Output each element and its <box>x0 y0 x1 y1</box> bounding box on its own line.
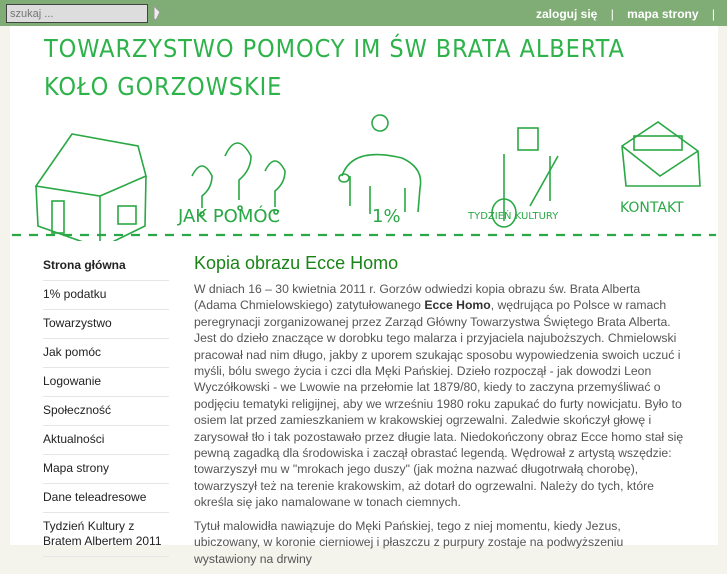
nav-tydzien-kultury[interactable]: Tydzień Kultury z Bratem Albertem 2011 <box>43 513 169 557</box>
logo-title-line2[interactable]: KOŁO GORZOWSKIE <box>44 72 283 101</box>
nav-towarzystwo[interactable]: Towarzystwo <box>43 310 169 339</box>
one-percent-label[interactable]: 1% <box>372 206 401 227</box>
separator: | <box>610 7 614 21</box>
jak-pomoc-label[interactable]: JAK POMÓC <box>178 206 281 227</box>
login-link[interactable]: zaloguj się <box>536 7 598 21</box>
top-bar <box>0 0 727 26</box>
home-icon[interactable] <box>36 134 146 241</box>
nav-strona-glowna[interactable]: Strona główna <box>43 252 169 281</box>
article-paragraph: W dniach 16 – 30 kwietnia 2011 r. Gorzów odwiedzi kopia obrazu św. Brata Alberta (Adama Chmielowskiego) zatytułowanego Ecce Homo, wędrująca po Polsce w ramach peregrynacji zorganizowanej przez Zarząd Główny Towarzystwa Świętego Brata Alberta. Jest do dzieło znaczące w dorobku tego malarza i przyjaciela najuboższych. Chmielowski pracował nad nim długo, jakby z uporem szukając sposobu wypowiedzenia swoich uczuć i myśli, bólu swego życia i czci dla Męki Pańskiej. Dzieło rozpoczął - jak dowodzi Leon Wyczółkowski - we Lwowie na przełomie lat 1879/80, kiedy to zaczyna przemyśliwać o podjęciu tematyki religijnej, aby we wrześniu 1980 roku zapukać do furty nowicjatu. Było to osiem lat przed zamieszkaniem w krakowskiej ogrzewalni. Zaledwie skończył głowę i zarysował tło i tak pozostawało przez długie lata. Niedokończony obraz Ecce homo stał się pewną zagadką dla środowiska i zaczął obrastać legendą. Wędrował z artystą wszędzie: towarzyszył mu w "mrokach jego duszy" (jak można nazwać długotrwałą chorobę), towarzyszył też na terenie krakowskim, aż dotarł do ogrzewalni. Należy do tych, które określa się jako namalowane w tonach ciemnych. <box>194 282 684 510</box>
envelope-icon[interactable] <box>622 122 700 186</box>
sitemap-link[interactable]: mapa strony <box>627 7 699 21</box>
article-title: Kopia obrazu Ecce Homo <box>194 253 399 273</box>
header-banner <box>10 26 718 241</box>
page <box>10 26 718 566</box>
article <box>194 252 686 574</box>
nav-spolecznosc[interactable]: Społeczność <box>43 397 169 426</box>
nav-dane-teleadresowe[interactable]: Dane teleadresowe <box>43 484 169 513</box>
nav-aktualnosci[interactable]: Aktualności <box>43 426 169 455</box>
article-paragraph: Tytuł malowidła nawiązuje do Męki Pańskiej, tego z niej momentu, kiedy Jezus, ubiczowany, w koronie cierniowej i płaszczu z purpury zostaje na podwyższeniu wystawiony na drwiny <box>194 518 624 566</box>
search-submit-arrow-icon[interactable] <box>152 5 162 21</box>
piggy-bank-icon[interactable] <box>339 115 421 214</box>
sidebar-nav <box>43 252 169 557</box>
logo-title-line1[interactable]: TOWARZYSTWO POMOCY IM ŚW BRATA ALBERTA <box>44 34 625 63</box>
separator: | <box>711 7 715 21</box>
nav-logowanie[interactable]: Logowanie <box>43 368 169 397</box>
tydzien-kultury-label[interactable]: TYDZIEŃ KULTURY <box>468 211 559 222</box>
search-input[interactable] <box>6 4 148 23</box>
nav-jak-pomoc[interactable]: Jak pomóc <box>43 339 169 368</box>
nav-1-procent[interactable]: 1% podatku <box>43 281 169 310</box>
kontakt-label[interactable]: KONTAKT <box>620 200 684 216</box>
nav-mapa-strony[interactable]: Mapa strony <box>43 455 169 484</box>
